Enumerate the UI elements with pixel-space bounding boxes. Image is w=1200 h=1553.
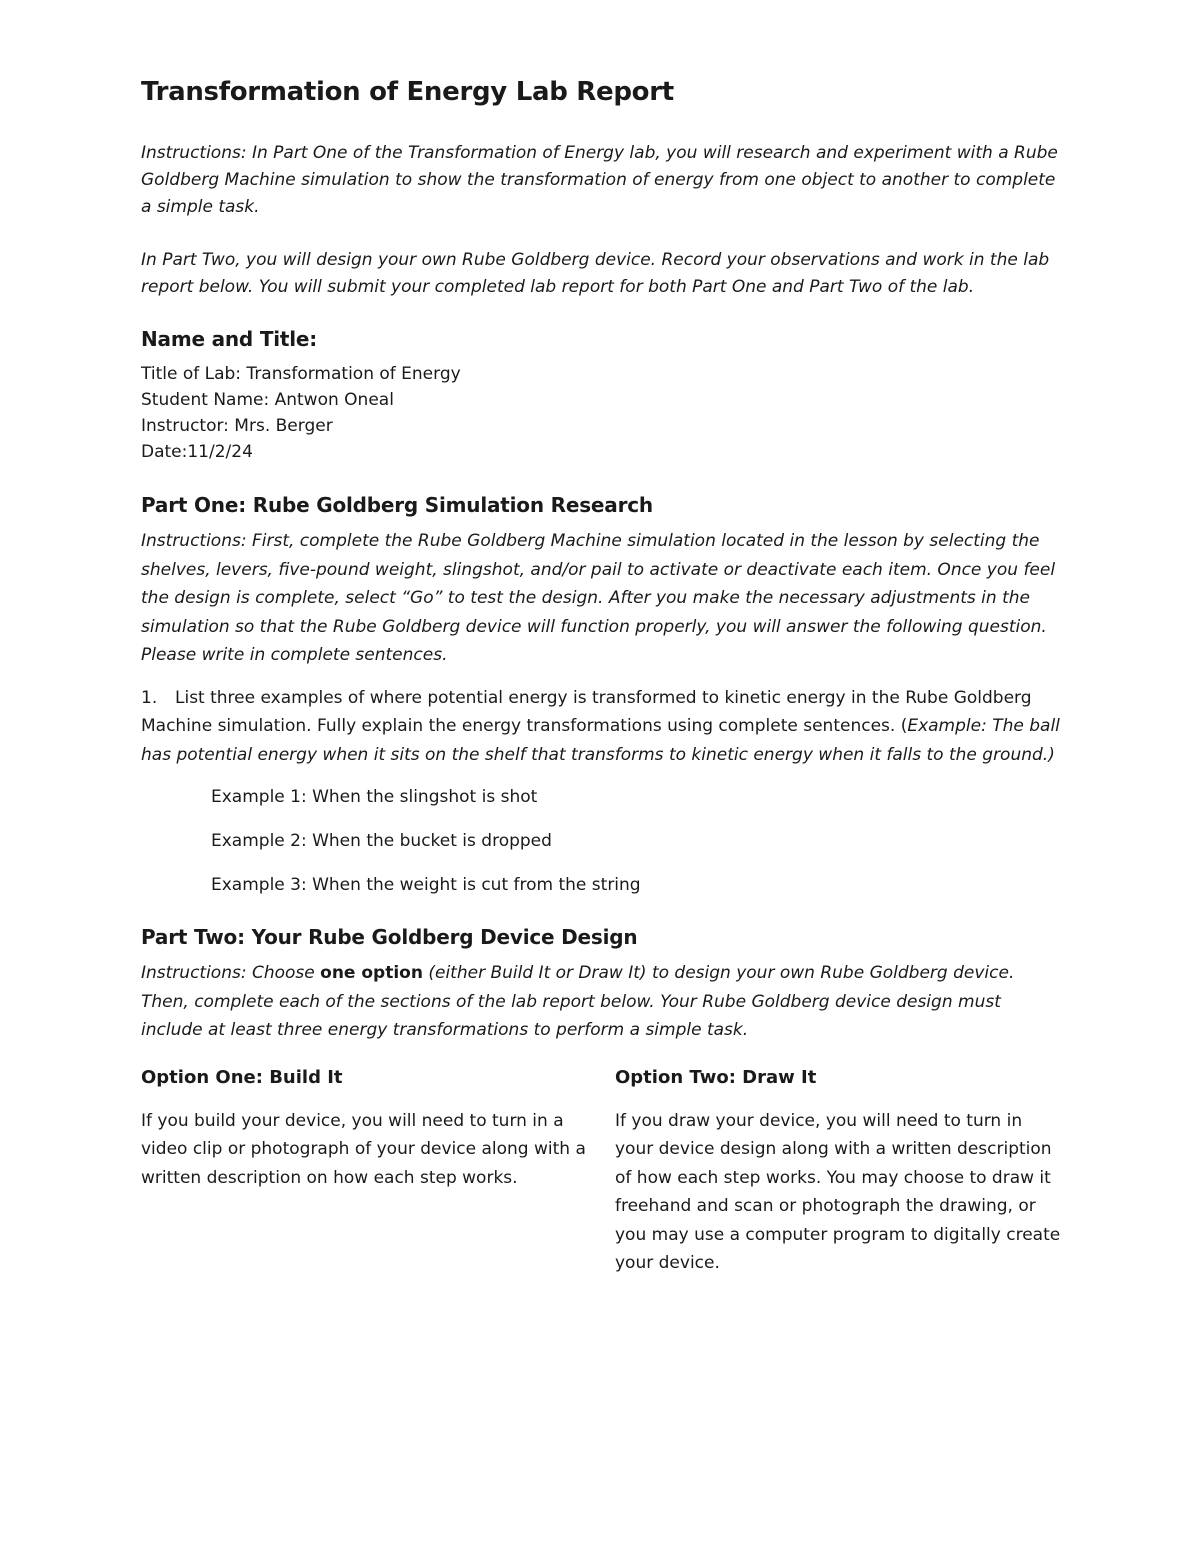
name-and-title-heading: Name and Title: bbox=[141, 327, 318, 351]
name-and-title-block bbox=[141, 361, 1061, 465]
option-two bbox=[615, 1065, 1061, 1278]
answer-example-3: Example 3: When the weight is cut from the string bbox=[211, 875, 641, 895]
document-page bbox=[141, 74, 1061, 1278]
one-option-emphasis: one option bbox=[320, 963, 423, 983]
option-one-heading: Option One: Build It bbox=[141, 1066, 343, 1088]
instructor-line: Instructor: Mrs. Berger bbox=[141, 416, 333, 436]
option-two-heading: Option Two: Draw It bbox=[615, 1066, 817, 1088]
question-example-label: Example: bbox=[907, 716, 987, 736]
document-title: Transformation of Energy Lab Report bbox=[141, 77, 674, 107]
part-two-instructions-end: (either Build It or Draw It) to design your own Rube Goldberg device. Then, complete each of the sections of the lab report below. Your Rube Goldberg device design must include at least three energy transformations to perform a simple task. bbox=[141, 963, 1015, 1040]
lab-title-line: Title of Lab: Transformation of Energy bbox=[141, 364, 461, 384]
design-options bbox=[141, 1065, 1061, 1278]
question-number: 1. bbox=[141, 687, 158, 708]
part-two-instructions bbox=[141, 959, 1061, 1045]
answer-examples bbox=[141, 783, 1061, 899]
question-text: List three examples of where potential energy is transformed to kinetic energy in the Rube Goldberg Machine simulation. Fully explain the energy transformations using complete sentences. ( bbox=[141, 687, 1032, 736]
answer-example-2: Example 2: When the bucket is dropped bbox=[211, 831, 552, 851]
part-two-instructions-start: Instructions: Choose bbox=[141, 963, 321, 983]
option-one-text: If you build your device, you will need to turn in a video clip or photograph of your device along with a written description on how each step works. bbox=[141, 1110, 586, 1188]
part-two-heading: Part Two: Your Rube Goldberg Device Design bbox=[141, 925, 638, 949]
question-1 bbox=[141, 684, 1061, 770]
part-one-heading: Part One: Rube Goldberg Simulation Research bbox=[141, 493, 653, 517]
option-two-text: If you draw your device, you will need to turn in your device design along with a written description of how each step works. You may choose to draw it freehand and scan or photograph the drawing, or you may use a computer program to digitally create your device. bbox=[615, 1110, 1061, 1273]
student-name-line: Student Name: Antwon Oneal bbox=[141, 390, 394, 410]
intro-instructions: Instructions: In Part One of the Transformation of Energy lab, you will research and experiment with a Rube Goldberg Machine simulation to show the transformation of energy from one object to another to complete a simple task. bbox=[141, 143, 1058, 217]
part-one-instructions: Instructions: First, complete the Rube Goldberg Machine simulation located in the lesson by selecting the shelves, levers, five-pound weight, slingshot, and/or pail to activate or deactivate each item. Once you feel the design is complete, select “Go” to test the design. After you make the necessary adjustments in the simulation so that the Rube Goldberg device will function properly, you will answer the following question. Please write in complete sentences. bbox=[141, 531, 1056, 665]
date-line: Date:11/2/24 bbox=[141, 442, 253, 462]
answer-example-1: Example 1: When the slingshot is shot bbox=[211, 787, 538, 807]
option-one bbox=[141, 1065, 587, 1278]
intro-part-two: In Part Two, you will design your own Rube Goldberg device. Record your observations and work in the lab report below. You will submit your completed lab report for both Part One and Part Two of the lab. bbox=[141, 250, 1050, 297]
question-example-text: The ball has potential energy when it sits on the shelf that transforms to kinetic energy when it falls to the ground.) bbox=[141, 716, 1060, 765]
